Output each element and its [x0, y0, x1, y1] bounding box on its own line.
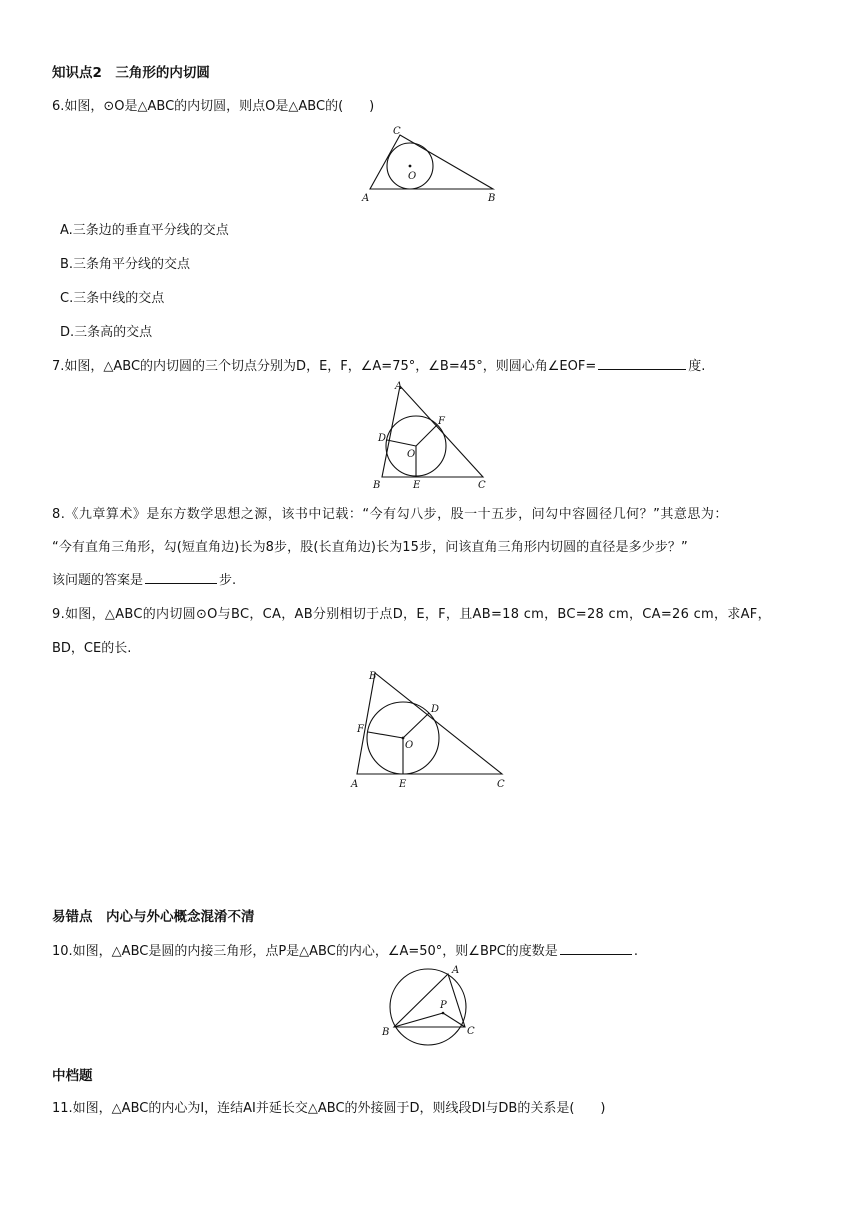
center-point [409, 165, 412, 168]
section-heading-medium: 中档题 [52, 1068, 93, 1084]
label-o: O [407, 449, 416, 460]
label-c: C [497, 779, 505, 790]
question-10-answer-blank [560, 940, 632, 955]
question-8-line-2: “今有直角三角形，勾(短直角边)长为8步，股(长直角边)长为15步，问该直角三角形内切圆的直径是多少步？” [52, 540, 688, 555]
label-b: B [373, 480, 381, 491]
label-a: A [452, 965, 460, 976]
center-point [402, 737, 405, 740]
question-8-answer-blank [145, 569, 217, 584]
label-d: D [431, 704, 440, 715]
question-6-figure [360, 125, 510, 205]
label-b: B [488, 193, 496, 204]
question-7-answer-blank [598, 355, 686, 370]
question-6-option-d: D.三条高的交点 [60, 325, 153, 340]
question-6-option-a: A.三条边的垂直平分线的交点 [60, 223, 229, 238]
label-p: P [440, 1000, 447, 1011]
label-e: E [399, 779, 407, 790]
question-8-prefix: 该问题的答案是 [52, 573, 144, 588]
section-heading-common-mistake: 易错点 内心与外心概念混淆不清 [52, 909, 255, 925]
section-heading-knowledge-point-2: 知识点2 三角形的内切圆 [52, 65, 210, 81]
radius-od [403, 713, 429, 738]
label-f: F [357, 724, 364, 735]
question-10-figure [380, 960, 480, 1060]
question-10-suffix: . [633, 944, 638, 959]
question-7-stem-line [52, 355, 705, 374]
triangle-abc [370, 135, 493, 189]
label-b: B [369, 671, 377, 682]
label-d: D [378, 433, 387, 444]
label-b: B [382, 1027, 390, 1038]
label-o: O [405, 740, 414, 751]
question-8-line-1: 8.《九章算术》是东方数学思想之源，该书中记载：“今有勾八步，股一十五步，问勾中容圆径几何？”其意思为： [52, 507, 728, 522]
question-11-stem: 11.如图，△ABC的内心为I，连结AI并延长交△ABC的外接圆于D，则线段DI与DB的关系是( ) [52, 1101, 606, 1116]
question-6-option-b: B.三条角平分线的交点 [60, 257, 191, 272]
question-8-suffix: 步. [219, 573, 237, 588]
question-9-line-1: 9.如图，△ABC的内切圆⊙O与BC，CA，AB分别相切于点D，E，F，且AB=18 cm，BC=28 cm，CA=26 cm，求AF， [52, 607, 771, 622]
circumcircle [390, 969, 466, 1045]
question-10-stem: 10.如图，△ABC是圆的内接三角形，点P是△ABC的内心，∠A=50°，则∠BPC的度数是 [52, 944, 558, 959]
triangle-abc [382, 386, 483, 477]
question-6-stem: 6.如图，⊙O是△ABC的内切圆，则点O是△ABC的( ) [52, 99, 375, 114]
radius-od [387, 440, 416, 446]
triangle-abc [394, 974, 465, 1027]
question-10-stem-line [52, 940, 638, 959]
question-9-line-2: BD，CE的长. [52, 641, 132, 656]
question-7-figure [370, 380, 500, 490]
label-c: C [393, 126, 401, 137]
label-a: A [351, 779, 359, 790]
label-f: F [438, 416, 445, 427]
label-a: A [362, 193, 370, 204]
incenter-point [442, 1012, 445, 1015]
question-9-figure [345, 665, 515, 795]
label-e: E [413, 480, 421, 491]
label-a: A [395, 381, 403, 392]
triangle-abc [357, 673, 502, 774]
label-c: C [478, 480, 486, 491]
label-c: C [467, 1026, 475, 1037]
question-7-suffix: 度. [688, 359, 706, 374]
question-6-option-c: C.三条中线的交点 [60, 291, 165, 306]
question-7-stem: 7.如图，△ABC的内切圆的三个切点分别为D，E，F，∠A=75°，∠B=45°，则圆心角∠EOF= [52, 359, 597, 374]
radius-of [416, 425, 437, 446]
question-8-line-3 [52, 569, 236, 588]
radius-of [368, 732, 403, 738]
label-o: O [408, 171, 417, 182]
